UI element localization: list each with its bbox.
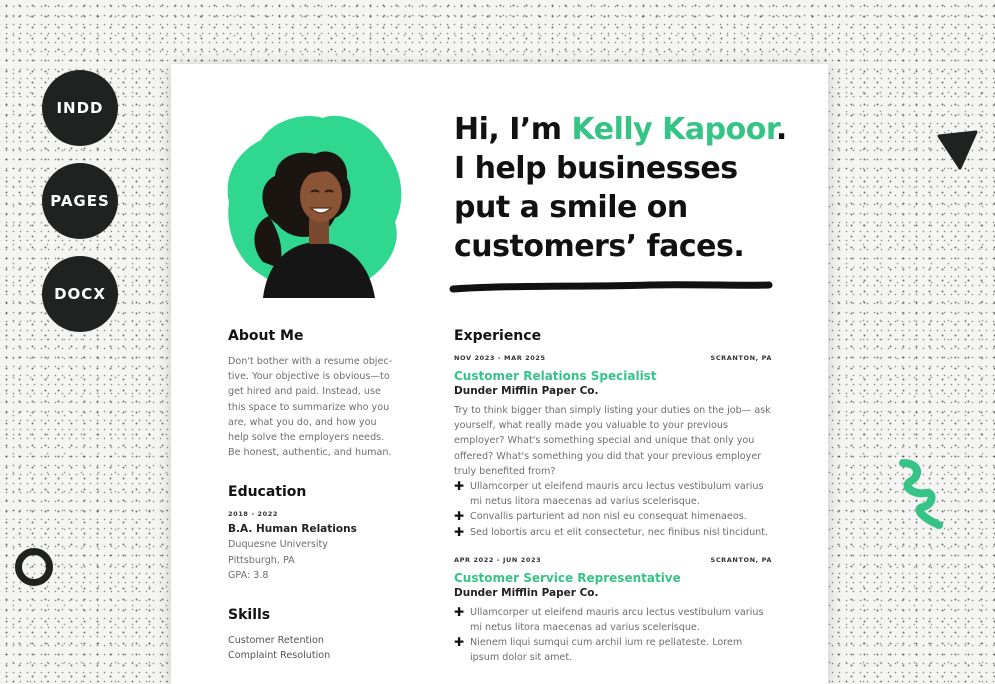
bullet-item: ✚ Nienem liqui sumqui cum archil ium re pellateste. Lorem ipsum dolor sit amet.	[454, 635, 743, 664]
bullet-item: ✚ Convallis parturient ad non nisl eu consequat himenaeos.	[454, 509, 747, 524]
right-column	[454, 328, 772, 666]
format-badge-label: PAGES	[50, 192, 110, 210]
headline-line-4: customers’ faces.	[454, 229, 745, 264]
plus-icon: ✚	[454, 635, 465, 650]
format-badge-label: DOCX	[54, 285, 106, 303]
headline-line-3: put a smile on	[454, 190, 688, 225]
job-company: Dunder Mifflin Paper Co.	[454, 586, 599, 599]
format-badge-pages[interactable]	[42, 163, 118, 239]
experience-title: Experience	[454, 328, 542, 344]
bullet-item: ✚ Ullamcorper ut eleifend mauris arcu lectus vestibulum varius mi netus litora maecenas ad varius scelerisque.	[454, 479, 764, 508]
education-school: Duquesne University	[228, 539, 328, 551]
bullet-item: ✚ Sed lobortis arcu et elit consectetur, nec finibus nisl tincidunt.	[454, 524, 769, 539]
ring-decoration	[15, 548, 53, 586]
job-summary: Try to think bigger than simply listing your duties on the job— ask yourself, what really made you valuable to your previous employer? What's something special and unique that only you offered? What's something you did that your previous employer truly benefited from?	[454, 405, 771, 477]
job-bullets	[454, 605, 772, 666]
job-entry	[454, 354, 772, 540]
plus-icon: ✚	[454, 479, 465, 494]
headline-line-1	[454, 110, 794, 149]
format-badge-docx[interactable]	[42, 256, 118, 332]
job-entry	[454, 556, 772, 666]
job-dates: APR 2022 - JUN 2023	[454, 555, 542, 564]
skill-item: Customer Retention	[228, 635, 324, 647]
format-badge-label: INDD	[56, 99, 104, 117]
about-title: About Me	[228, 328, 304, 344]
job-location: SCRANTON, PA	[710, 354, 772, 362]
candidate-name: Kelly Kapoor	[571, 112, 776, 147]
job-title: Customer Service Representative	[454, 570, 681, 585]
plus-icon: ✚	[454, 604, 465, 619]
job-company: Dunder Mifflin Paper Co.	[454, 385, 599, 397]
plus-icon: ✚	[454, 524, 465, 539]
bullet-item: ✚ Ullamcorper ut eleifend mauris arcu lectus vestibulum varius mi netus litora maecenas ad varius scelerisque.	[454, 604, 764, 634]
plus-icon: ✚	[454, 509, 465, 524]
education-gpa: GPA: 3.8	[228, 569, 269, 581]
education-title: Education	[228, 484, 307, 501]
job-bullets	[454, 479, 772, 540]
skill-item: Complaint Resolution	[228, 650, 331, 662]
headline-line-2: I help businesses	[454, 151, 738, 186]
headline	[454, 110, 794, 266]
job-title: Customer Relations Specialist	[454, 369, 657, 383]
format-badge-indd[interactable]	[42, 70, 118, 146]
skills-title: Skills	[228, 607, 271, 624]
left-column	[228, 328, 398, 663]
job-dates: NOV 2023 - MAR 2025	[454, 354, 546, 362]
education-location: Pittsburgh, PA	[228, 554, 295, 566]
job-location: SCRANTON, PA	[710, 555, 772, 564]
about-text: Don't bother with a resume objec-tive. Your objective is obvious—to get hired and paid. Instead, use this space to summarize who you are, what you do, and how you help solve the employers needs. Be honest, authentic, and human.	[228, 356, 393, 459]
education-degree: B.A. Human Relations	[228, 523, 357, 536]
resume-page	[171, 64, 828, 684]
headline-greeting: Hi, I’m	[454, 112, 572, 147]
squiggle-decoration	[895, 455, 950, 535]
brush-stroke-divider	[449, 279, 774, 297]
triangle-decoration	[936, 130, 978, 170]
headline-period: .	[775, 112, 787, 147]
profile-photo	[223, 112, 405, 300]
education-dates: 2018 - 2022	[228, 510, 279, 519]
